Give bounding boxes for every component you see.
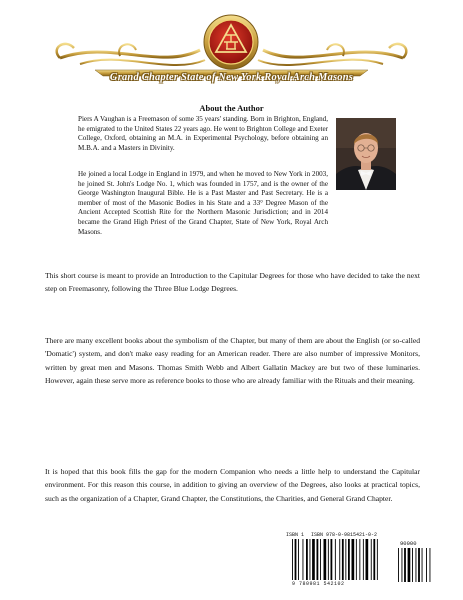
purpose-paragraph: It is hoped that this book fills the gap for the modern Companion who needs a little help to understand the Capitular environment. For this reason this course, in addition to giving an overview of the Degrees, also looks at practical topics, such as the organization of a Chapter, Grand Chapter, the Constitutions, the Charities, and General Grand Chapter. — [45, 467, 420, 503]
isbn-number: ISBN 978-0-9815421-0-2 — [311, 532, 378, 538]
symbolism-paragraph: There are many excellent books about the symbolism of the Chapter, but many of them are about the English (or so-called 'Domatic') system, and don't make easy reading for an American reader. There are also number of impressive Monitors, written by great men and Masons. Thomas Smith Webb and Albert Gallatin Mackey are but two of these luminaries. However, again these serve more as reference books to those who are already familiar with the Rituals and their meaning. — [45, 336, 420, 385]
intro-paragraph: This short course is meant to provide an Introduction to the Capitular Degrees for those who have decided to take the next step on Freemasonry, following the Three Blue Lodge Degrees. — [45, 271, 420, 294]
isbn-label: ISBN 1 — [286, 532, 305, 538]
price-code: 90000 — [400, 540, 417, 547]
org-name: Grand Chapter State of New York Royal Arch Masons — [109, 72, 354, 83]
barcode-digits: 9 780981 542102 — [292, 581, 345, 587]
about-title: About the Author — [199, 103, 264, 113]
bio-paragraph-2: He joined a local Lodge in England in 1979, and when he moved to New York in 2003, he joined St. John's Lodge No. 1, which was founded in 1757, and is the owner of the George Washington Inaugural Bible. He is a Past Master and Past Secretary. He is a member of most of the Masonic Bodies in his State and a 33° Degree Mason of the Ancient Accepted Scottish Rite for the Northern Masonic Jurisdiction; and in 2014 became the Grand High Priest of the Grand Chapter, State of New York, Royal Arch Masons. — [78, 170, 328, 236]
bio-paragraph-1: Piers A Vaughan is a Freemason of some 35 years' standing. Born in Brighton, England, he emigrated to the United States 22 years ago. He went to Brighton College and Exeter College, Oxford, obtaining an M.A. in Experimental Psychology, before obtaining an M.B.A. and a Masters in Divinity. — [78, 115, 328, 152]
